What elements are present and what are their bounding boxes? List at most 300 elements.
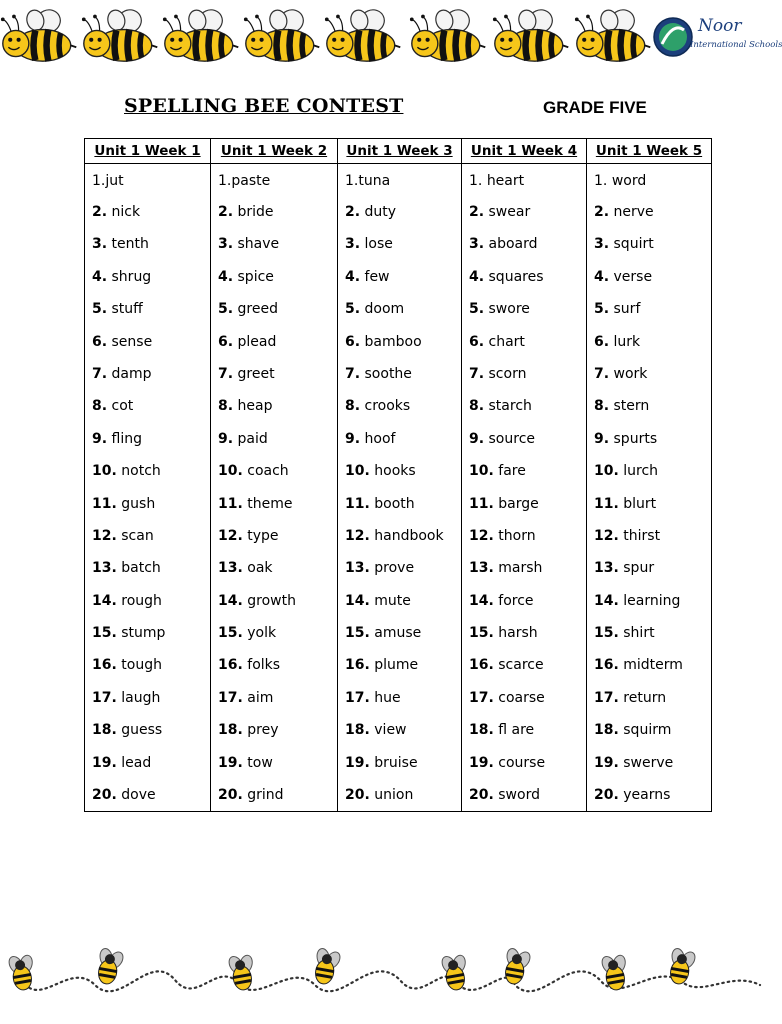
list-item bbox=[462, 261, 586, 293]
item-number: 3. bbox=[594, 236, 610, 253]
item-number: 9. bbox=[92, 430, 108, 447]
item-number: 12. bbox=[345, 527, 370, 544]
word-table bbox=[84, 138, 712, 812]
item-number: 2. bbox=[469, 204, 485, 220]
item-number: 13. bbox=[469, 560, 494, 577]
list-item bbox=[338, 585, 461, 617]
spelling-word: scorn bbox=[488, 365, 527, 382]
spelling-word: course bbox=[498, 754, 546, 771]
spelling-word: lurch bbox=[623, 463, 659, 480]
word-column bbox=[211, 164, 338, 812]
list-item bbox=[587, 585, 711, 617]
list-item bbox=[587, 164, 711, 196]
list-item bbox=[462, 617, 586, 649]
list-item bbox=[85, 552, 210, 584]
spelling-word: paid bbox=[237, 430, 268, 447]
list-item bbox=[587, 196, 711, 228]
list-item bbox=[587, 261, 711, 293]
spelling-word: tough bbox=[121, 657, 162, 674]
spelling-word: work bbox=[613, 365, 648, 382]
list-item bbox=[462, 488, 586, 520]
list-item bbox=[85, 196, 210, 228]
item-number: 11. bbox=[92, 495, 117, 512]
word-column bbox=[462, 164, 587, 812]
item-number: 17. bbox=[594, 689, 619, 706]
item-number: 19. bbox=[218, 754, 243, 771]
item-number: 1. bbox=[594, 173, 608, 189]
item-number: 8. bbox=[469, 398, 485, 415]
item-number: 19. bbox=[469, 754, 494, 771]
list-item bbox=[211, 390, 337, 422]
list-item bbox=[211, 164, 337, 196]
list-item bbox=[85, 585, 210, 617]
list-item bbox=[85, 293, 210, 325]
item-number: 20. bbox=[594, 787, 619, 804]
list-item bbox=[85, 228, 210, 260]
item-number: 12. bbox=[218, 527, 243, 544]
bee-icon bbox=[409, 6, 489, 68]
spelling-word: theme bbox=[247, 495, 293, 512]
column-header: Unit 1 Week 1 bbox=[85, 139, 211, 164]
list-item bbox=[211, 488, 337, 520]
item-number: 10. bbox=[594, 463, 619, 480]
bee-icon bbox=[162, 6, 242, 68]
spelling-word: spurts bbox=[613, 430, 658, 447]
spelling-word: sword bbox=[498, 787, 540, 804]
column-header: Unit 1 Week 4 bbox=[462, 139, 587, 164]
list-item bbox=[338, 714, 461, 746]
item-number: 1. bbox=[218, 173, 232, 189]
item-number: 5. bbox=[594, 301, 610, 318]
spelling-word: stuff bbox=[111, 301, 143, 318]
item-number: 13. bbox=[345, 560, 370, 577]
spelling-word: spice bbox=[237, 268, 274, 285]
spelling-word: fling bbox=[111, 430, 142, 447]
spelling-word: type bbox=[247, 527, 279, 544]
spelling-word: union bbox=[374, 787, 414, 804]
item-number: 13. bbox=[218, 560, 243, 577]
list-item bbox=[85, 488, 210, 520]
word-column bbox=[338, 164, 462, 812]
list-item bbox=[587, 488, 711, 520]
list-item bbox=[462, 164, 586, 196]
item-number: 16. bbox=[92, 657, 117, 674]
spelling-word: prey bbox=[247, 722, 279, 739]
list-item bbox=[587, 423, 711, 455]
item-number: 9. bbox=[594, 430, 610, 447]
item-number: 6. bbox=[345, 333, 361, 350]
item-number: 2. bbox=[345, 204, 361, 220]
list-item bbox=[211, 649, 337, 681]
spelling-word: hue bbox=[374, 689, 401, 706]
bottom-bee-border bbox=[0, 940, 768, 1024]
list-item bbox=[85, 714, 210, 746]
spelling-word: bruise bbox=[374, 754, 418, 771]
spelling-word: handbook bbox=[374, 527, 444, 544]
item-number: 16. bbox=[469, 657, 494, 674]
spelling-word: jut bbox=[105, 173, 124, 189]
item-number: 7. bbox=[218, 365, 234, 382]
spelling-word: tuna bbox=[358, 173, 391, 189]
list-item bbox=[462, 649, 586, 681]
item-number: 1. bbox=[92, 173, 106, 189]
list-item bbox=[85, 747, 210, 779]
item-number: 12. bbox=[594, 527, 619, 544]
item-number: 4. bbox=[92, 268, 108, 285]
spelling-word: bamboo bbox=[364, 333, 422, 350]
spelling-word: thorn bbox=[498, 527, 536, 544]
item-number: 17. bbox=[92, 689, 117, 706]
grade-label: GRADE FIVE bbox=[543, 98, 647, 117]
item-number: 7. bbox=[345, 365, 361, 382]
spelling-word: swerve bbox=[623, 754, 674, 771]
item-number: 11. bbox=[469, 495, 494, 512]
item-number: 9. bbox=[218, 430, 234, 447]
column-header: Unit 1 Week 5 bbox=[587, 139, 712, 164]
spelling-word: aim bbox=[247, 689, 274, 706]
item-number: 8. bbox=[92, 398, 108, 415]
list-item bbox=[462, 779, 586, 811]
list-item bbox=[462, 390, 586, 422]
word-columns-row bbox=[85, 164, 712, 812]
item-number: 14. bbox=[594, 592, 619, 609]
item-number: 5. bbox=[469, 301, 485, 318]
flying-bee-trail-icon bbox=[6, 946, 699, 992]
item-number: 6. bbox=[469, 333, 485, 350]
list-item bbox=[587, 520, 711, 552]
spelling-word: greed bbox=[237, 301, 278, 318]
list-item bbox=[338, 196, 461, 228]
item-number: 15. bbox=[469, 625, 494, 642]
spelling-word: hoof bbox=[364, 430, 396, 447]
spelling-word: lurk bbox=[613, 333, 641, 350]
list-item bbox=[587, 228, 711, 260]
spelling-word: yolk bbox=[247, 625, 277, 642]
item-number: 3. bbox=[92, 236, 108, 253]
spelling-word: scarce bbox=[498, 657, 544, 674]
spelling-word: coarse bbox=[498, 689, 545, 706]
spelling-word: aboard bbox=[488, 236, 538, 253]
list-item bbox=[587, 293, 711, 325]
item-number: 18. bbox=[218, 722, 243, 739]
spelling-word: source bbox=[488, 430, 536, 447]
item-number: 20. bbox=[218, 787, 243, 804]
spelling-word: rough bbox=[121, 592, 162, 609]
item-number: 19. bbox=[345, 754, 370, 771]
list-item bbox=[338, 326, 461, 358]
item-number: 3. bbox=[345, 236, 361, 253]
item-number: 4. bbox=[469, 268, 485, 285]
item-number: 5. bbox=[92, 301, 108, 318]
item-number: 2. bbox=[218, 204, 234, 220]
spelling-word: growth bbox=[247, 592, 296, 609]
list-item bbox=[85, 423, 210, 455]
item-number: 10. bbox=[345, 463, 370, 480]
spelling-word: stern bbox=[613, 398, 650, 415]
item-number: 12. bbox=[469, 527, 494, 544]
bee-icon bbox=[492, 6, 572, 68]
list-item bbox=[85, 779, 210, 811]
list-item bbox=[462, 293, 586, 325]
list-item bbox=[462, 455, 586, 487]
list-item bbox=[211, 228, 337, 260]
list-item bbox=[587, 682, 711, 714]
item-number: 3. bbox=[469, 236, 485, 253]
item-number: 18. bbox=[345, 722, 370, 739]
top-bee-border bbox=[0, 0, 782, 80]
logo-subtitle: International Schools bbox=[690, 40, 782, 50]
list-item bbox=[587, 326, 711, 358]
spelling-word: swore bbox=[488, 301, 530, 318]
list-item bbox=[211, 682, 337, 714]
spelling-word: coach bbox=[247, 463, 289, 480]
list-item bbox=[462, 714, 586, 746]
list-item bbox=[211, 358, 337, 390]
list-item bbox=[211, 779, 337, 811]
spelling-word: doom bbox=[364, 301, 405, 318]
spelling-word: barge bbox=[498, 495, 539, 512]
spelling-word: return bbox=[623, 689, 667, 706]
header-row bbox=[85, 139, 712, 164]
list-item bbox=[211, 326, 337, 358]
list-item bbox=[85, 358, 210, 390]
noor-logo-icon bbox=[652, 16, 694, 58]
spelling-word: sense bbox=[111, 333, 153, 350]
spelling-word: tow bbox=[247, 754, 273, 771]
spelling-word: fare bbox=[498, 463, 526, 480]
item-number: 5. bbox=[345, 301, 361, 318]
item-number: 5. bbox=[218, 301, 234, 318]
list-item bbox=[338, 617, 461, 649]
spelling-word: nick bbox=[111, 204, 141, 220]
bee-icon bbox=[0, 6, 80, 68]
spelling-word: word bbox=[611, 173, 647, 189]
item-number: 1. bbox=[345, 173, 359, 189]
item-number: 11. bbox=[345, 495, 370, 512]
spelling-word: plead bbox=[237, 333, 277, 350]
item-number: 19. bbox=[594, 754, 619, 771]
item-number: 8. bbox=[345, 398, 361, 415]
item-number: 18. bbox=[92, 722, 117, 739]
item-number: 11. bbox=[218, 495, 243, 512]
list-item bbox=[211, 196, 337, 228]
list-item bbox=[338, 228, 461, 260]
list-item bbox=[85, 261, 210, 293]
word-column bbox=[85, 164, 211, 812]
list-item bbox=[462, 747, 586, 779]
item-number: 9. bbox=[469, 430, 485, 447]
spelling-word: batch bbox=[121, 560, 161, 577]
item-number: 6. bbox=[218, 333, 234, 350]
bee-icon bbox=[324, 6, 404, 68]
list-item bbox=[462, 228, 586, 260]
list-item bbox=[587, 552, 711, 584]
list-item bbox=[587, 617, 711, 649]
item-number: 6. bbox=[92, 333, 108, 350]
spelling-word: fl are bbox=[498, 722, 535, 739]
spelling-word: surf bbox=[613, 301, 641, 318]
spelling-word: hooks bbox=[374, 463, 416, 480]
item-number: 3. bbox=[218, 236, 234, 253]
list-item bbox=[85, 455, 210, 487]
spelling-word: soothe bbox=[364, 365, 412, 382]
item-number: 17. bbox=[469, 689, 494, 706]
spelling-word: crooks bbox=[364, 398, 411, 415]
spelling-word: damp bbox=[111, 365, 152, 382]
item-number: 2. bbox=[92, 204, 108, 220]
list-item bbox=[85, 649, 210, 681]
item-number: 15. bbox=[594, 625, 619, 642]
item-number: 8. bbox=[594, 398, 610, 415]
item-number: 20. bbox=[469, 787, 494, 804]
item-number: 12. bbox=[92, 527, 117, 544]
spelling-word: shrug bbox=[111, 268, 152, 285]
list-item bbox=[462, 326, 586, 358]
item-number: 20. bbox=[92, 787, 117, 804]
spelling-word: force bbox=[498, 592, 534, 609]
list-item bbox=[211, 747, 337, 779]
list-item bbox=[462, 196, 586, 228]
list-item bbox=[587, 747, 711, 779]
spelling-word: harsh bbox=[498, 625, 538, 642]
spelling-word: duty bbox=[364, 204, 397, 220]
spelling-word: squares bbox=[488, 268, 544, 285]
bee-icon bbox=[81, 6, 161, 68]
column-header: Unit 1 Week 2 bbox=[211, 139, 338, 164]
spelling-word: shave bbox=[237, 236, 280, 253]
item-number: 18. bbox=[594, 722, 619, 739]
spelling-word: grind bbox=[247, 787, 284, 804]
list-item bbox=[338, 358, 461, 390]
list-item bbox=[211, 617, 337, 649]
list-item bbox=[211, 714, 337, 746]
list-item bbox=[338, 164, 461, 196]
list-item bbox=[338, 552, 461, 584]
spelling-word: spur bbox=[623, 560, 655, 577]
item-number: 14. bbox=[92, 592, 117, 609]
item-number: 7. bbox=[594, 365, 610, 382]
spelling-word: scan bbox=[121, 527, 154, 544]
list-item bbox=[462, 552, 586, 584]
list-item bbox=[587, 390, 711, 422]
list-item bbox=[85, 326, 210, 358]
list-item bbox=[338, 649, 461, 681]
spelling-word: yearns bbox=[623, 787, 671, 804]
list-item bbox=[211, 455, 337, 487]
item-number: 13. bbox=[594, 560, 619, 577]
list-item bbox=[338, 682, 461, 714]
list-item bbox=[338, 293, 461, 325]
spelling-word: gush bbox=[121, 495, 156, 512]
list-item bbox=[338, 488, 461, 520]
spelling-word: bride bbox=[237, 204, 274, 220]
item-number: 4. bbox=[345, 268, 361, 285]
word-column bbox=[587, 164, 712, 812]
spelling-word: oak bbox=[247, 560, 273, 577]
item-number: 6. bbox=[594, 333, 610, 350]
spelling-word: swear bbox=[488, 204, 531, 220]
list-item bbox=[211, 293, 337, 325]
item-number: 9. bbox=[345, 430, 361, 447]
list-item bbox=[338, 261, 461, 293]
spelling-word: view bbox=[374, 722, 407, 739]
item-number: 1. bbox=[469, 173, 483, 189]
item-number: 13. bbox=[92, 560, 117, 577]
item-number: 16. bbox=[594, 657, 619, 674]
page-title: SPELLING BEE CONTEST bbox=[124, 95, 404, 117]
spelling-word: heart bbox=[486, 173, 525, 189]
item-number: 15. bbox=[92, 625, 117, 642]
spelling-word: squirt bbox=[613, 236, 654, 253]
logo-name: Noor bbox=[698, 16, 742, 36]
list-item bbox=[85, 164, 210, 196]
spelling-word: chart bbox=[488, 333, 525, 350]
item-number: 4. bbox=[218, 268, 234, 285]
item-number: 10. bbox=[469, 463, 494, 480]
item-number: 14. bbox=[218, 592, 243, 609]
list-item bbox=[462, 520, 586, 552]
list-item bbox=[338, 423, 461, 455]
spelling-word: verse bbox=[613, 268, 653, 285]
bee-icon bbox=[243, 6, 323, 68]
item-number: 17. bbox=[218, 689, 243, 706]
list-item bbox=[85, 390, 210, 422]
list-item bbox=[462, 585, 586, 617]
spelling-word: squirm bbox=[623, 722, 672, 739]
item-number: 7. bbox=[92, 365, 108, 382]
spelling-word: amuse bbox=[374, 625, 422, 642]
item-number: 15. bbox=[345, 625, 370, 642]
list-item bbox=[211, 423, 337, 455]
spelling-word: shirt bbox=[623, 625, 655, 642]
list-item bbox=[587, 649, 711, 681]
item-number: 7. bbox=[469, 365, 485, 382]
spelling-word: heap bbox=[237, 398, 273, 415]
spelling-word: stump bbox=[121, 625, 166, 642]
bee-icon bbox=[574, 6, 654, 68]
item-number: 14. bbox=[469, 592, 494, 609]
spelling-word: lose bbox=[364, 236, 393, 253]
list-item bbox=[211, 261, 337, 293]
spelling-word: laugh bbox=[121, 689, 161, 706]
spelling-word: greet bbox=[237, 365, 275, 382]
item-number: 18. bbox=[469, 722, 494, 739]
item-number: 20. bbox=[345, 787, 370, 804]
list-item bbox=[211, 520, 337, 552]
item-number: 2. bbox=[594, 204, 610, 220]
spelling-word: few bbox=[364, 268, 390, 285]
list-item bbox=[462, 423, 586, 455]
list-item bbox=[85, 520, 210, 552]
item-number: 8. bbox=[218, 398, 234, 415]
spelling-word: learning bbox=[623, 592, 681, 609]
item-number: 4. bbox=[594, 268, 610, 285]
item-number: 16. bbox=[345, 657, 370, 674]
spelling-word: midterm bbox=[623, 657, 683, 674]
item-number: 10. bbox=[92, 463, 117, 480]
spelling-word: thirst bbox=[623, 527, 661, 544]
spelling-word: tenth bbox=[111, 236, 149, 253]
item-number: 17. bbox=[345, 689, 370, 706]
spelling-word: folks bbox=[247, 657, 281, 674]
spelling-word: plume bbox=[374, 657, 419, 674]
list-item bbox=[338, 747, 461, 779]
spelling-word: nerve bbox=[613, 204, 654, 220]
list-item bbox=[462, 682, 586, 714]
list-item bbox=[338, 390, 461, 422]
list-item bbox=[211, 585, 337, 617]
spelling-word: booth bbox=[374, 495, 415, 512]
